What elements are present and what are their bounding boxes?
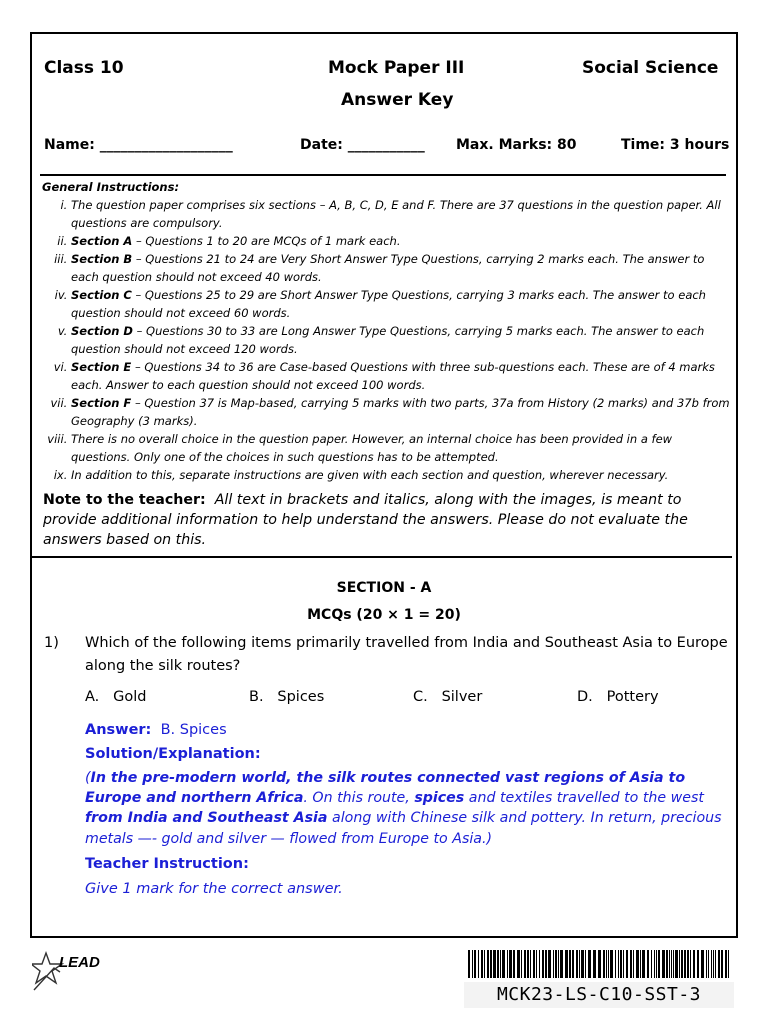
- max-marks: Max. Marks: 80: [456, 137, 577, 153]
- instruction-text: The question paper comprises six sections – A, B, C, D, E and F. There are 37 questions in the question paper. All questions are compulsory.: [71, 198, 721, 230]
- barcode-bar: [713, 950, 714, 978]
- option-letter: A.: [85, 689, 100, 705]
- teacher-instruction-label: Teacher Instruction:: [85, 856, 249, 872]
- barcode-icon: [468, 950, 730, 978]
- barcode-bar: [728, 950, 729, 978]
- barcode-bar: [636, 950, 639, 978]
- option-text: Pottery: [606, 689, 659, 705]
- instruction-text: There is no overall choice in the question paper. However, an internal choice has been provided in a few questions. Only one of the choices in such questions has to be attempted.: [71, 432, 673, 464]
- barcode-bar: [647, 950, 649, 978]
- barcode-bar: [530, 950, 531, 978]
- barcode-bar: [468, 950, 470, 978]
- answer-line: [85, 722, 227, 738]
- barcode-bar: [517, 950, 520, 978]
- paper-title: Mock Paper III: [328, 58, 465, 78]
- teacher-instruction-text: Give 1 mark for the correct answer.: [85, 881, 343, 897]
- option-text: Silver: [441, 689, 483, 705]
- barcode-bar: [603, 950, 605, 978]
- general-instructions: [42, 178, 730, 484]
- option-letter: D.: [577, 689, 593, 705]
- barcode-bar: [539, 950, 540, 978]
- barcode-bar: [669, 950, 670, 978]
- barcode-bar: [572, 950, 574, 978]
- answer-value: B. Spices: [160, 722, 227, 738]
- barcode-bar: [513, 950, 515, 978]
- barcode-bar: [542, 950, 544, 978]
- explanation-emphasis: from India and Southeast Asia: [85, 810, 328, 827]
- barcode-bar: [565, 950, 568, 978]
- barcode-bar: [642, 950, 645, 978]
- barcode-bar: [630, 950, 632, 978]
- instruction-section-label: Section D: [71, 324, 133, 338]
- barcode-bar: [606, 950, 607, 978]
- barcode-bar: [608, 950, 609, 978]
- barcode-bar: [585, 950, 586, 978]
- class-label: Class 10: [44, 58, 124, 78]
- barcode-bar: [623, 950, 624, 978]
- instruction-text: – Question 37 is Map-based, carrying 5 marks with two parts, 37a from History (2 marks) and 37b from Geography (3 marks).: [71, 396, 730, 428]
- question-number: 1): [44, 635, 59, 651]
- teacher-note: [43, 490, 733, 551]
- instruction-item: [71, 286, 730, 322]
- barcode-bar: [620, 950, 622, 978]
- barcode-bar: [687, 950, 689, 978]
- barcode-bar: [560, 950, 563, 978]
- barcode-bar: [484, 950, 485, 978]
- question-text: Which of the following items primarily travelled from India and Southeast Asia to Europe along the silk routes?: [85, 635, 728, 674]
- barcode-bar: [553, 950, 554, 978]
- option-c: [413, 689, 482, 705]
- lead-logo: [32, 950, 106, 996]
- barcode-bar: [711, 950, 712, 978]
- barcode-bar: [500, 950, 501, 978]
- instruction-text: In addition to this, separate instructions are given with each section and question, wherever necessary.: [71, 468, 669, 482]
- divider-middle: [32, 556, 732, 558]
- barcode-bar: [615, 950, 616, 978]
- barcode-bar: [708, 950, 709, 978]
- section-subtitle: MCQs (20 × 1 = 20): [307, 607, 461, 623]
- instruction-item: [71, 232, 730, 250]
- instruction-section-label: Section E: [71, 360, 132, 374]
- barcode-bar: [524, 950, 526, 978]
- barcode-bar: [581, 950, 584, 978]
- barcode-bar: [548, 950, 551, 978]
- option-d: [577, 689, 659, 705]
- option-b: [249, 689, 324, 705]
- barcode-bar: [697, 950, 699, 978]
- barcode-bar: [656, 950, 657, 978]
- logo-text: LEAD: [59, 954, 100, 971]
- option-letter: C.: [413, 689, 428, 705]
- instruction-text: – Questions 25 to 29 are Short Answer Type Questions, carrying 3 marks each. The answer to each question should not exceed 60 words.: [71, 288, 706, 320]
- barcode-bar: [610, 950, 613, 978]
- name-field: Name: ___________________: [44, 137, 233, 153]
- barcode-bar: [481, 950, 483, 978]
- instruction-item: [71, 394, 730, 430]
- instruction-section-label: Section B: [71, 252, 133, 266]
- barcode-bar: [626, 950, 628, 978]
- instruction-section-label: Section F: [71, 396, 132, 410]
- note-label: Note to the teacher:: [43, 492, 206, 508]
- option-text: Gold: [113, 689, 147, 705]
- explanation-emphasis: spices: [414, 790, 465, 807]
- explanation-emphasis: In the pre-modern world, the silk routes connected vast regions of Asia to Europe and northern Africa: [85, 770, 686, 807]
- barcode-bar: [478, 950, 479, 978]
- barcode-bar: [493, 950, 496, 978]
- barcode-bar: [555, 950, 557, 978]
- barcode-bar: [684, 950, 686, 978]
- explanation-run: (: [85, 770, 91, 786]
- explanation-text: [85, 768, 735, 849]
- barcode-bar: [598, 950, 601, 978]
- instruction-text: – Questions 34 to 36 are Case-based Questions with three sub-questions each. These are of 4 marks each. Answer to each question should not exceed 100 words.: [71, 360, 715, 392]
- barcode-bar: [533, 950, 535, 978]
- instruction-item: [71, 430, 730, 466]
- barcode-bar: [474, 950, 476, 978]
- barcode-bar: [679, 950, 680, 978]
- barcode-bar: [579, 950, 580, 978]
- barcode-bar: [593, 950, 596, 978]
- barcode-bar: [472, 950, 473, 978]
- answer-key-title: Answer Key: [341, 90, 454, 110]
- divider-top: [40, 174, 726, 176]
- instruction-item: [71, 466, 730, 484]
- barcode-bar: [536, 950, 537, 978]
- section-title: SECTION - A: [336, 580, 432, 596]
- barcode-bar: [521, 950, 522, 978]
- barcode-bar: [497, 950, 499, 978]
- barcode-bar: [701, 950, 704, 978]
- explanation-run: and textiles travelled to the west: [464, 790, 704, 807]
- barcode-bar: [721, 950, 723, 978]
- explanation-run: . On this route,: [303, 790, 415, 807]
- explanation-run: along with Chinese silk and pottery. In return, precious metals —- gold and silver — flowed from Europe to Asia.): [85, 810, 722, 847]
- instruction-text: – Questions 1 to 20 are MCQs of 1 mark each.: [132, 234, 401, 248]
- subject-label: Social Science: [582, 58, 719, 78]
- barcode-bar: [673, 950, 674, 978]
- barcode-bar: [706, 950, 707, 978]
- barcode-bar: [640, 950, 641, 978]
- instruction-text: – Questions 21 to 24 are Very Short Answer Type Questions, carrying 2 marks each. The answer to each question should not exceed 40 words.: [71, 252, 705, 284]
- barcode-bar: [675, 950, 678, 978]
- option-letter: B.: [249, 689, 264, 705]
- barcode-bar: [569, 950, 571, 978]
- paper-code: MCK23-LS-C10-SST-3: [464, 982, 734, 1008]
- barcode-bar: [671, 950, 672, 978]
- barcode-bar: [725, 950, 727, 978]
- instruction-section-label: Section C: [71, 288, 132, 302]
- barcode-bar: [693, 950, 695, 978]
- barcode-bar: [558, 950, 559, 978]
- instructions-title: General Instructions:: [42, 180, 180, 194]
- barcode-bar: [502, 950, 505, 978]
- barcode-bar: [545, 950, 547, 978]
- barcode-bar: [718, 950, 720, 978]
- barcode-bar: [576, 950, 578, 978]
- instructions-list: [42, 196, 730, 484]
- barcode-bar: [662, 950, 665, 978]
- instruction-item: [71, 322, 730, 358]
- barcode-bar: [651, 950, 652, 978]
- instruction-item: [71, 250, 730, 286]
- barcode-bar: [715, 950, 716, 978]
- barcode-bar: [527, 950, 529, 978]
- instruction-text: – Questions 30 to 33 are Long Answer Type Questions, carrying 5 marks each. The answer to each question should not exceed 120 words.: [71, 324, 705, 356]
- time-allowed: Time: 3 hours: [621, 137, 730, 153]
- date-field: Date: ___________: [300, 137, 425, 153]
- barcode-bar: [507, 950, 508, 978]
- barcode-bar: [618, 950, 619, 978]
- barcode-bar: [658, 950, 660, 978]
- barcode-bar: [633, 950, 634, 978]
- barcode-bar: [490, 950, 492, 978]
- barcode-bar: [654, 950, 655, 978]
- instruction-item: [71, 358, 730, 394]
- solution-label: Solution/Explanation:: [85, 746, 261, 762]
- barcode-bar: [681, 950, 683, 978]
- barcode-bar: [666, 950, 668, 978]
- barcode-bar: [588, 950, 591, 978]
- barcode-bar: [690, 950, 691, 978]
- option-text: Spices: [277, 689, 325, 705]
- option-a: [85, 689, 146, 705]
- instruction-section-label: Section A: [71, 234, 133, 248]
- answer-label: Answer:: [85, 722, 152, 738]
- barcode-bar: [509, 950, 512, 978]
- barcode-bar: [487, 950, 489, 978]
- instruction-item: [71, 196, 730, 232]
- note-text: All text in brackets and italics, along with the images, is meant to provide additional information to help understand the answers. Please do not evaluate the answers based on this.: [43, 492, 688, 549]
